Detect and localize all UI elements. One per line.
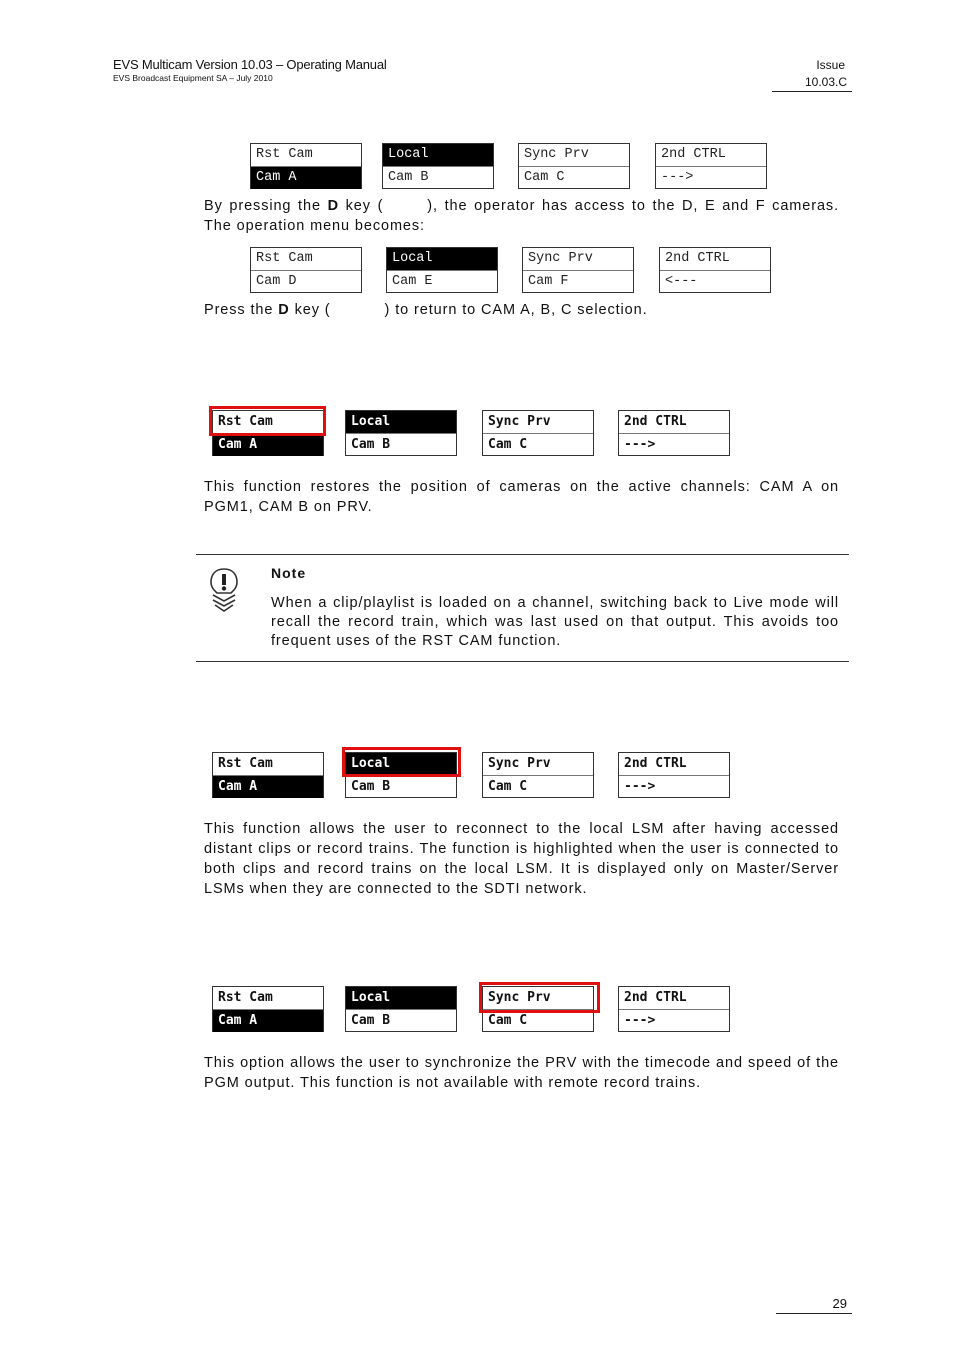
paragraph-return: Press the D key ( ) to return to CAM A, B, C selection. [204, 302, 648, 318]
key-label: Cam C [488, 779, 528, 794]
key-label: Local [383, 144, 493, 167]
key-label: Sync Prv [483, 987, 593, 1010]
issue-value: 10.03.C [804, 75, 847, 89]
key-label: Cam C [488, 437, 528, 452]
paragraph-d-key: By pressing the D key ( ), the operator has access to the D, E and F cameras. The operation menu becomes: [204, 198, 839, 234]
key-label: Rst Cam [251, 248, 361, 271]
key-rst-cam [250, 143, 362, 189]
key-label: Cam C [488, 1013, 528, 1028]
page-number: 29 [832, 1296, 847, 1311]
key-2nd-ctrl [618, 410, 730, 456]
key-local [345, 410, 457, 456]
note-icon [207, 567, 241, 613]
key-label: 2nd CTRL [619, 753, 729, 776]
key-local [345, 986, 457, 1032]
header-rule [772, 91, 852, 92]
key-label: ---> [661, 170, 694, 185]
key-label: Sync Prv [483, 411, 593, 434]
key-label: Cam B [351, 779, 391, 794]
key-label: ---> [624, 779, 656, 794]
key-label: 2nd CTRL [619, 411, 729, 434]
footer-rule [776, 1313, 852, 1314]
key-sync-prv [522, 247, 634, 293]
key-label: Cam A [213, 776, 323, 798]
key-label: Local [346, 411, 456, 434]
key-rst-cam [212, 752, 324, 798]
key-2nd-ctrl [618, 752, 730, 798]
key-label: 2nd CTRL [656, 144, 766, 167]
highlight-frame [479, 982, 600, 1013]
key-label: Sync Prv [519, 144, 629, 167]
key-label: Cam F [528, 274, 569, 289]
key-local [382, 143, 494, 189]
key-rst-cam [212, 986, 324, 1032]
key-label: 2nd CTRL [619, 987, 729, 1010]
note-title: Note [271, 565, 307, 581]
note-text: When a clip/playlist is loaded on a channel, switching back to Live mode will recall the record train, which was last used on that output. This avoids too frequent uses of the RST CAM function. [271, 595, 839, 649]
document-title: EVS Multicam Version 10.03 – Operating Manual [113, 57, 387, 72]
key-label: ---> [624, 437, 656, 452]
key-label: Cam A [251, 167, 361, 189]
key-label: Cam B [351, 437, 391, 452]
key-label: ---> [624, 1013, 656, 1028]
paragraph-rst-cam: This function restores the position of cameras on the active channels: CAM A on PGM1, CAM B on PRV. [204, 479, 839, 515]
key-label: <--- [665, 274, 698, 289]
key-label: Cam B [351, 1013, 391, 1028]
key-label: Cam C [524, 170, 565, 185]
key-label: Rst Cam [251, 144, 361, 167]
key-2nd-ctrl [618, 986, 730, 1032]
paragraph-sync-prv: This option allows the user to synchronize the PRV with the timecode and speed of the PGM output. This function is not available with remote record trains. [204, 1055, 839, 1091]
key-label: Cam B [388, 170, 429, 185]
key-2nd-ctrl [655, 143, 767, 189]
key-label: 2nd CTRL [660, 248, 770, 271]
key-label: Local [346, 987, 456, 1010]
note-top-rule [196, 554, 849, 555]
key-local [386, 247, 498, 293]
key-2nd-ctrl [659, 247, 771, 293]
key-label: Sync Prv [523, 248, 633, 271]
key-label: Cam E [392, 274, 433, 289]
issue-label: Issue [816, 58, 845, 72]
key-sync-prv [482, 410, 594, 456]
key-label: Rst Cam [213, 411, 323, 434]
document-subtitle: EVS Broadcast Equipment SA – July 2010 [113, 73, 273, 83]
key-label: Sync Prv [483, 753, 593, 776]
key-label: Local [387, 248, 497, 271]
key-label: Cam A [213, 1010, 323, 1032]
key-rst-cam [250, 247, 362, 293]
key-sync-prv [518, 143, 630, 189]
note-bottom-rule [196, 661, 849, 662]
key-label: Cam A [213, 434, 323, 456]
key-label: Rst Cam [213, 987, 323, 1010]
highlight-frame [342, 747, 461, 777]
key-label: Cam D [256, 274, 297, 289]
key-label: Rst Cam [213, 753, 323, 776]
key-sync-prv [482, 752, 594, 798]
key-label: Local [346, 753, 456, 776]
highlight-frame [209, 406, 326, 436]
paragraph-local: This function allows the user to reconnect to the local LSM after having accessed distant clips or record trains. The function is highlighted when the user is connected to both clips and record trains on the local LSM. It is displayed only on Master/Server LSMs when they are connected to the SDTI network. [204, 821, 839, 897]
